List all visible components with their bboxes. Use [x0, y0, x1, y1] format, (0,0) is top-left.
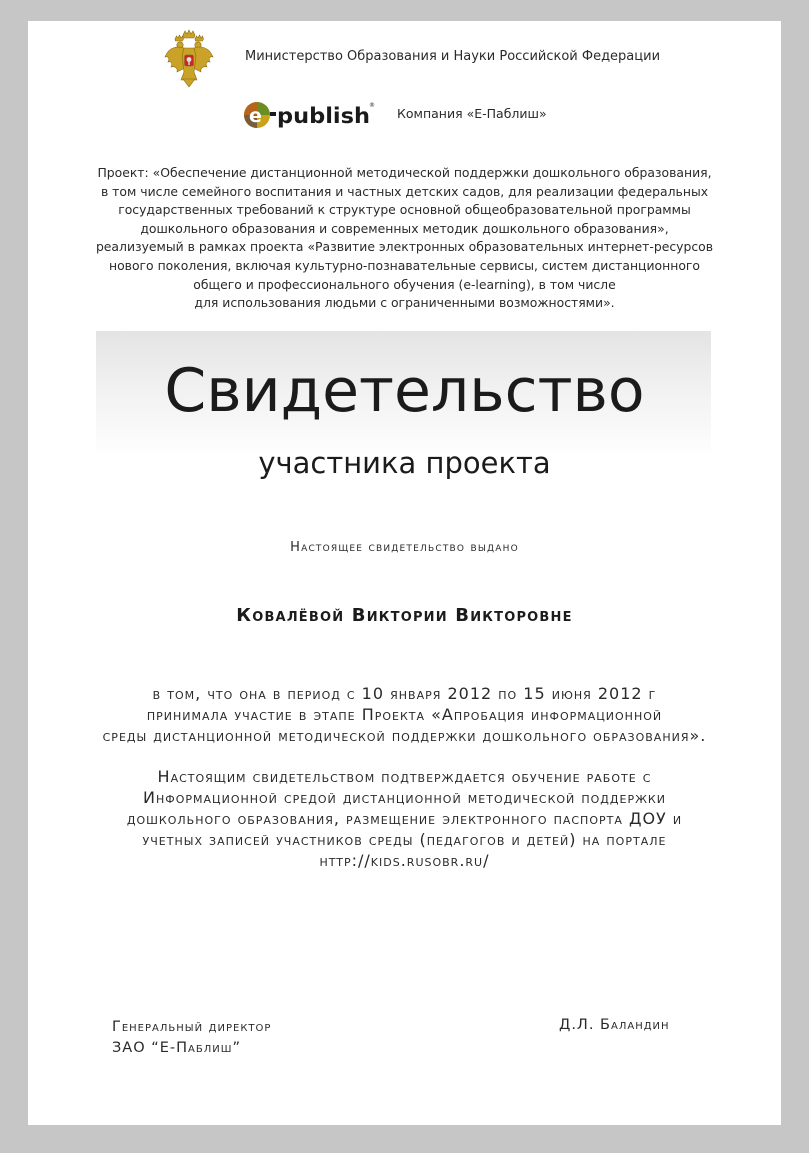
paragraph-line: Настоящим свидетельством подтверждается обучение работе с — [157, 767, 652, 786]
signatory-position — [112, 1017, 271, 1059]
project-line: дошкольного образования и современных методик дошкольного образования», — [140, 220, 669, 236]
certificate-title: Свидетельство — [164, 356, 645, 426]
russian-coat-of-arms-icon — [161, 29, 217, 89]
svg-text:®: ® — [369, 102, 375, 109]
project-line: общего и профессионального обучения (e-learning), в том числе — [193, 276, 616, 292]
project-line: государственных требований к структуре основной общеобразовательной программы — [118, 202, 691, 218]
certificate-page — [28, 21, 781, 1125]
portal-url: http://kids.rusobr.ru/ — [319, 851, 490, 870]
paragraph-line: дошкольного образования, размещение электронного паспорта ДОУ и — [126, 809, 683, 828]
signatory-name: Д.Л. Баландин — [559, 1017, 670, 1033]
position-title: Генеральный директор — [112, 1019, 272, 1035]
project-line: нового поколения, включая культурно-познавательные сервисы, систем дистанционного — [108, 257, 700, 273]
confirmation-paragraph — [28, 766, 781, 871]
paragraph-line: учетных записей участников среды (педагогов и детей) на портале — [142, 830, 667, 849]
svg-text:e: e — [249, 105, 262, 127]
recipient-name: Ковалёвой Виктории Викторовне — [236, 605, 573, 626]
svg-text:publish: publish — [277, 104, 370, 128]
participation-paragraph — [28, 683, 781, 746]
paragraph-line: среды дистанционной методической поддержки дошкольного образования». — [102, 726, 707, 745]
project-line: Проект: «Обеспечение дистанционной методической поддержки дошкольного образования, — [97, 165, 712, 180]
organization-name: ЗАО “Е-Паблиш” — [112, 1040, 241, 1056]
paragraph-line: Информационной средой дистанционной методической поддержки — [143, 788, 666, 807]
project-line: в том числе семейного воспитания и частных детских садов, для реализации федеральных — [100, 183, 709, 199]
project-description — [68, 164, 741, 313]
paragraph-line: принимала участие в этапе Проекта «Апробация информационной — [146, 705, 663, 724]
project-line: для использования людьми с ограниченными возможностями». — [194, 295, 615, 311]
issued-to-label: Настоящее свидетельство выдано — [290, 540, 519, 555]
company-name: Компания «Е-Паблиш» — [397, 106, 547, 121]
certificate-subtitle: участника проекта — [258, 446, 551, 480]
paragraph-line: в том, что она в период с 10 января 2012 по 15 июня 2012 г — [152, 684, 657, 703]
project-line: реализуемый в рамках проекта «Развитие электронных образовательных интернет-ресурсов — [95, 239, 714, 255]
e-publish-logo — [240, 95, 376, 131]
ministry-name: Министерство Образования и Науки Российской Федерации — [245, 49, 661, 64]
